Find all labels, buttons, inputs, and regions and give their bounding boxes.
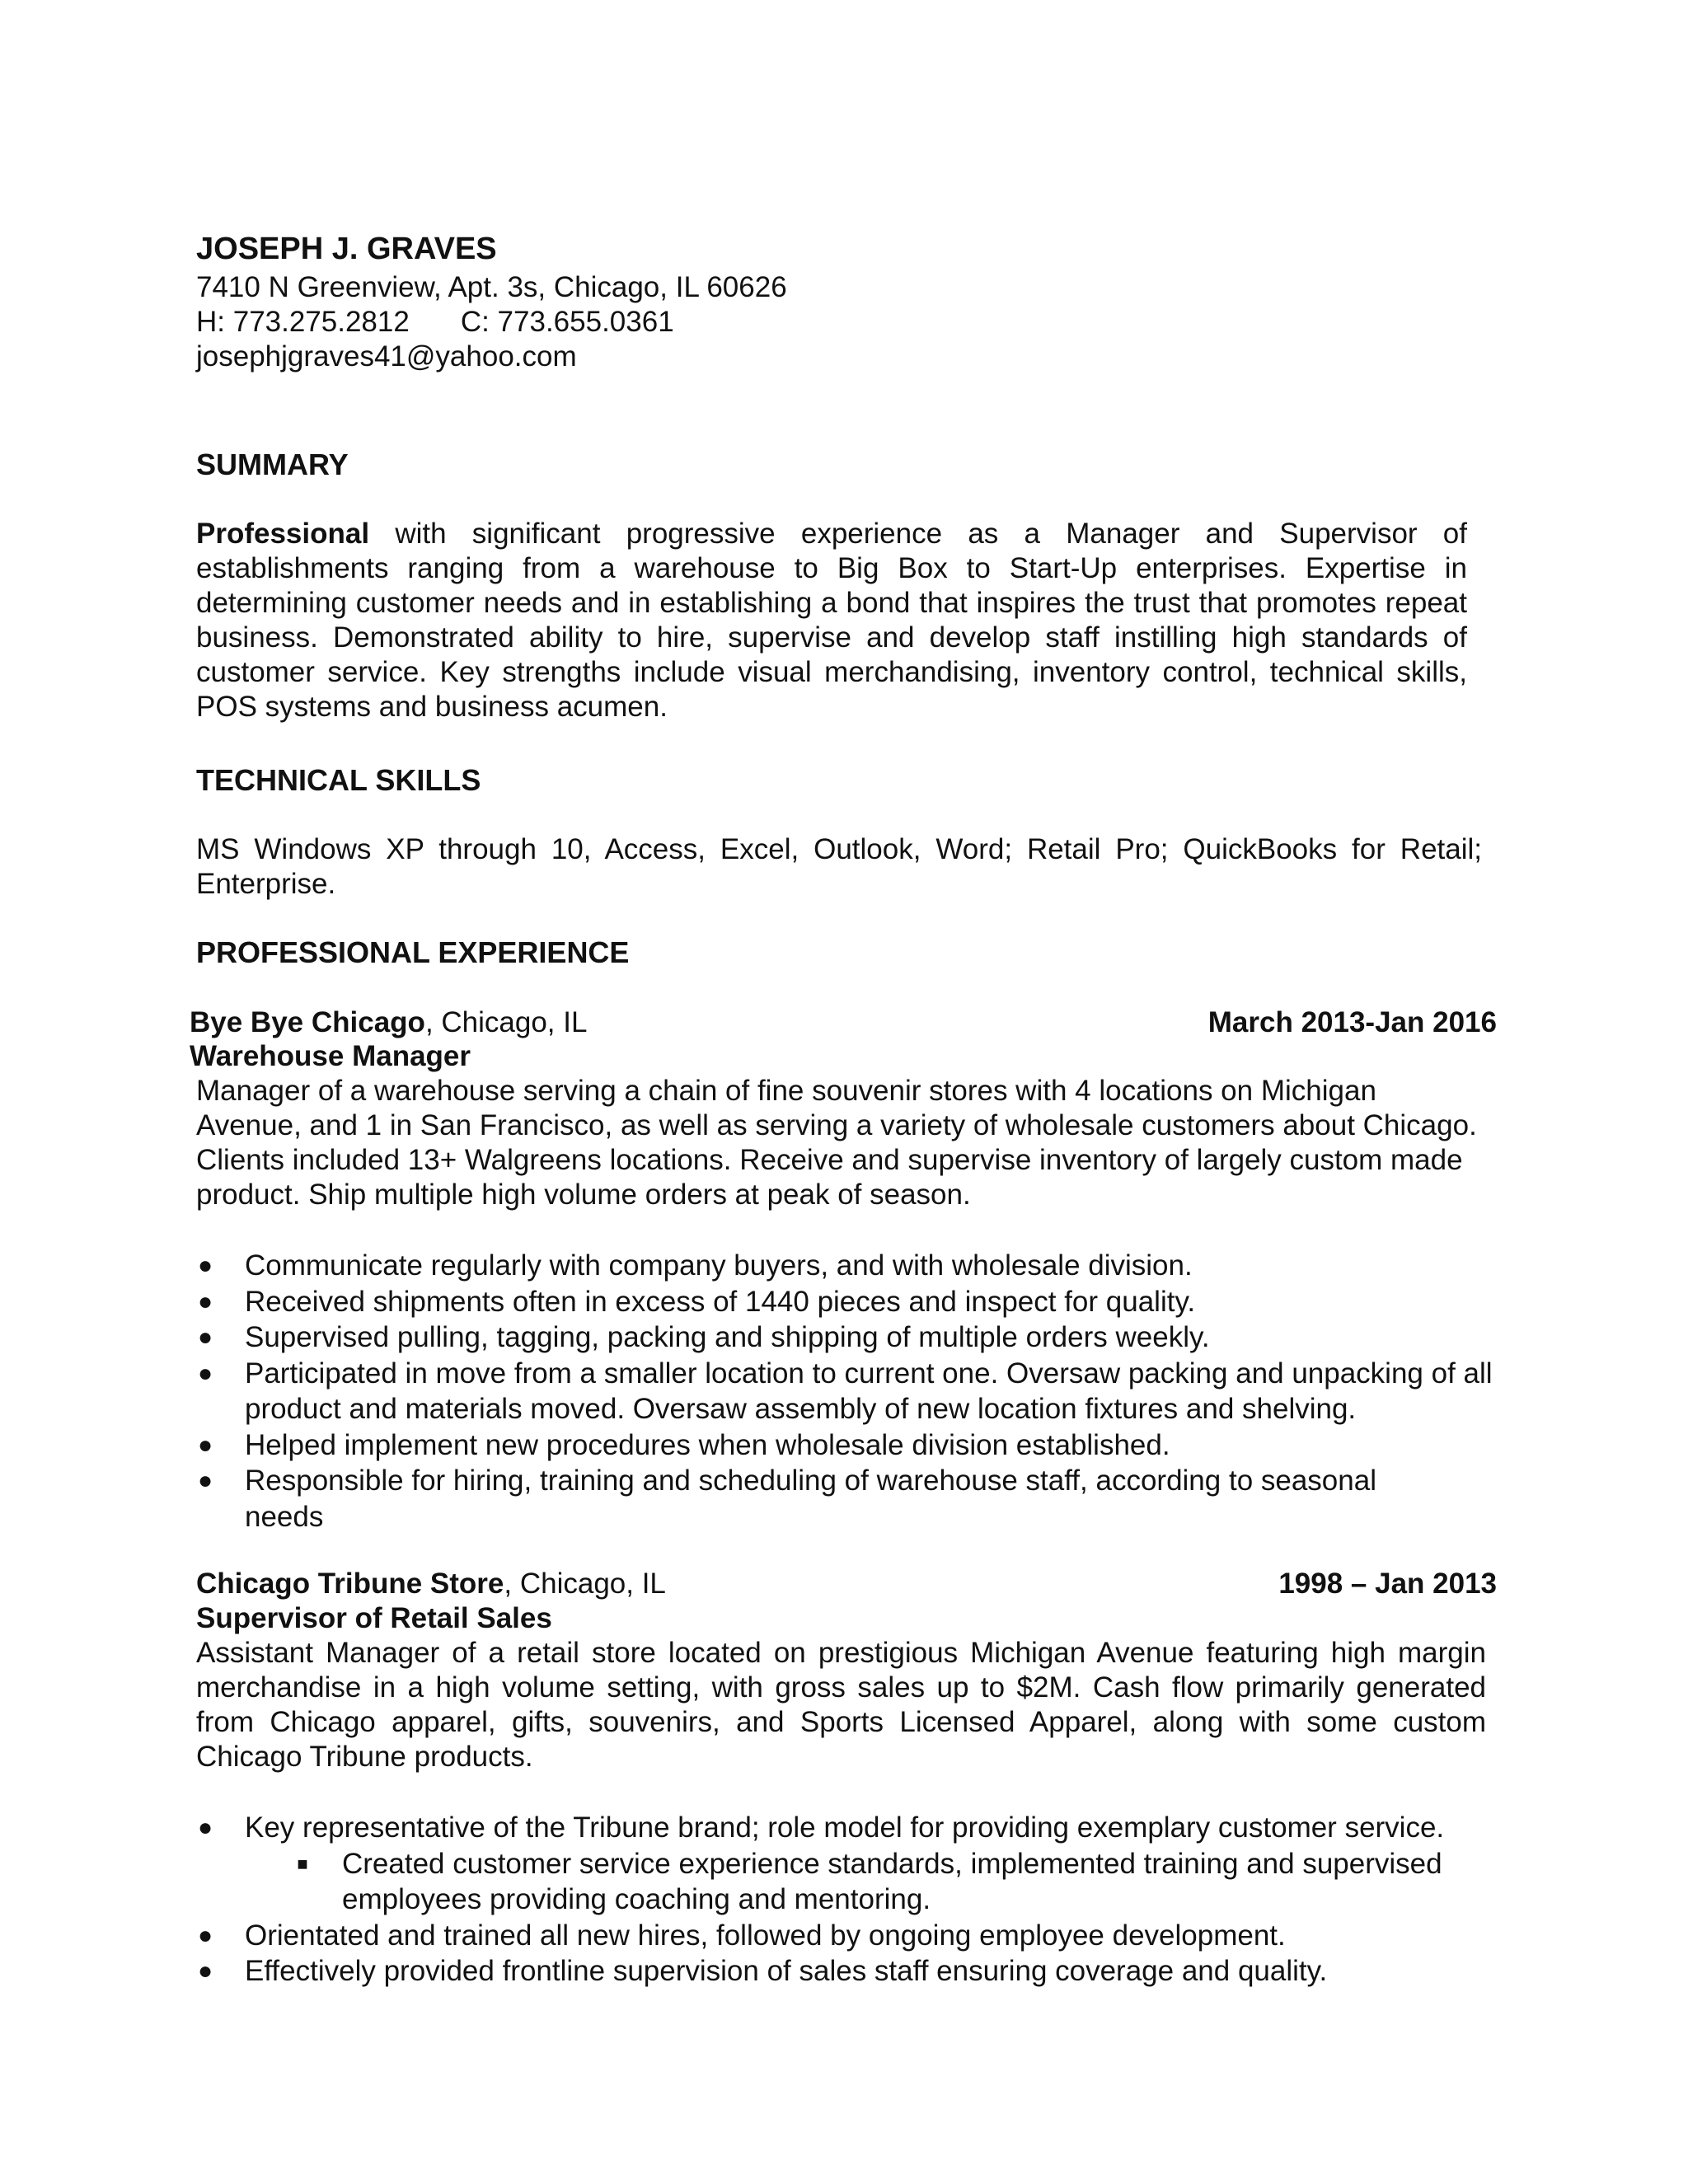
job-2-title: Supervisor of Retail Sales — [196, 1602, 552, 1634]
experience-heading: PROFESSIONAL EXPERIENCE — [196, 935, 630, 969]
phone-line — [196, 305, 674, 340]
list-item: ● Helped implement new procedures when wholesale division established. — [245, 1427, 1498, 1464]
summary-heading: SUMMARY — [196, 448, 349, 481]
job-1-location: , Chicago, IL — [424, 1006, 588, 1038]
skills-heading: TECHNICAL SKILLS — [196, 763, 481, 797]
summary-paragraph — [196, 517, 1467, 724]
list-item: ● Received shipments often in excess of 1440 pieces and inspect for quality. — [245, 1284, 1498, 1320]
job-2-bullet-list — [197, 1810, 1489, 1990]
job-2-company: Chicago Tribune Store — [196, 1568, 504, 1600]
bullet-icon: ● — [197, 1921, 213, 1949]
list-item: ● Responsible for hiring, training and scheduling of warehouse staff, according to seasonal needs — [197, 1465, 1376, 1533]
bullet-icon: ● — [197, 1359, 213, 1387]
job-2-dates: 1998 – Jan 2013 — [1278, 1568, 1497, 1600]
list-item: ● Supervised pulling, tagging, packing and shipping of multiple orders weekly. — [245, 1319, 1498, 1356]
list-item: ● Participated in move from a smaller location to current one. Oversaw packing and unpacking of all product and materials moved. Oversaw assembly of new location fixtures and shelving. — [197, 1357, 1493, 1425]
summary-lead: Professional — [196, 518, 370, 550]
job-1-employer — [190, 1005, 587, 1040]
bullet-icon: ● — [197, 1814, 213, 1841]
skills-paragraph: MS Windows XP through 10, Access, Excel, Outlook, Word; Retail Pro; QuickBooks for Retail; Enterprise. — [196, 833, 1482, 900]
email: josephjgraves41@yahoo.com — [196, 340, 577, 373]
job-1-bullet-list — [197, 1248, 1498, 1535]
cell-phone: C: 773.655.0361 — [460, 306, 674, 338]
job-2-description: Assistant Manager of a retail store located on prestigious Michigan Avenue featuring high margin merchandise in a high volume setting, with gross sales up to $2M. Cash flow primarily generated from Chicago apparel, gifts, souvenirs, and Sports Licensed Apparel, along with some custom Chicago Tribune products. — [196, 1637, 1486, 1773]
list-item: ● Orientated and trained all new hires, followed by ongoing employee development. — [245, 1918, 1489, 1954]
job-2-sub-bullet-list — [245, 1846, 1489, 1918]
bullet-icon: ● — [197, 1957, 213, 1985]
list-item: ● Key representative of the Tribune brand; role model for providing exemplary customer service. ■ Created customer service experience standards, implemented training and supervised employees providing coaching and mentoring. — [245, 1810, 1489, 1918]
bullet-icon: ● — [197, 1287, 213, 1315]
job-1-company: Bye Bye Chicago — [190, 1006, 425, 1038]
bullet-icon: ● — [197, 1324, 213, 1351]
sub-list-item: ■ Created customer service experience standards, implemented training and supervised employees providing coaching and mentoring. — [342, 1846, 1489, 1918]
candidate-name: JOSEPH J. GRAVES — [196, 232, 497, 266]
job-1-description: Manager of a warehouse serving a chain of fine souvenir stores with 4 locations on Michigan Avenue, and 1 in San Francisco, as well as serving a variety of wholesale customers about Chicago. Clients included 13+ Walgreens locations. Receive and supervise inventory of largely custom made product. Ship multiple high volume orders at peak of season. — [196, 1075, 1477, 1211]
bullet-icon: ● — [197, 1467, 213, 1494]
job-2-employer — [196, 1567, 666, 1601]
list-item: ● Effectively provided frontline supervision of sales staff ensuring coverage and quality. — [245, 1953, 1489, 1990]
summary-text: with significant progressive experience as a Manager and Supervisor of establishments ranging from a warehouse to Big Box to Start-Up enterprises. Expertise in determining customer needs and in establishing a bond that inspires the trust that promotes repeat business. Demonstrated ability to hire, supervise and develop staff instilling high standards of customer service. Key strengths include visual merchandising, inventory control, technical skills, POS systems and business acumen. — [196, 518, 1467, 723]
square-bullet-icon: ■ — [297, 1853, 308, 1874]
list-item: ● Communicate regularly with company buyers, and with wholesale division. — [245, 1248, 1498, 1284]
job-2-location: , Chicago, IL — [504, 1568, 666, 1600]
job-1-dates: March 2013-Jan 2016 — [1207, 1006, 1497, 1038]
bullet-icon: ● — [197, 1252, 213, 1279]
home-phone: H: 773.275.2812 — [196, 306, 410, 338]
bullet-icon: ● — [197, 1431, 213, 1459]
address: 7410 N Greenview, Apt. 3s, Chicago, IL 60626 — [196, 271, 787, 303]
job-1-title: Warehouse Manager — [190, 1040, 471, 1072]
